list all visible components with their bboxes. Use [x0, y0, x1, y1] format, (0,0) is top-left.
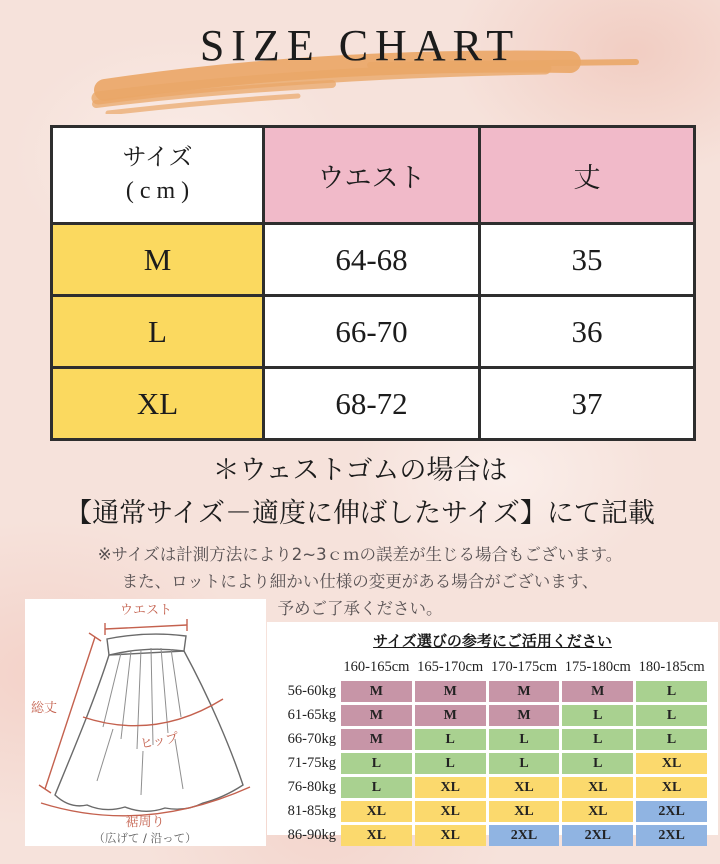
size-value: XL: [52, 368, 264, 440]
recommended-size-cell: L: [636, 729, 707, 750]
hem-sub-label: （広げて / 沿って）: [93, 831, 197, 845]
recommended-size-cell: L: [562, 753, 633, 774]
disclaimer-line3: 予めご了承ください。: [277, 599, 443, 618]
size-table-row: [52, 368, 695, 440]
size-table-header-row: [52, 127, 695, 224]
recommended-size-cell: 2XL: [636, 801, 707, 822]
disclaimer-line1: ※サイズは計測方法により2~3ｃｍの誤差が生じる場合もございます。: [97, 545, 623, 564]
recommended-size-cell: XL: [562, 801, 633, 822]
hem-label: 裾周り: [125, 815, 165, 830]
recommended-size-cell: XL: [415, 801, 486, 822]
weight-row-header: 61-65kg: [287, 707, 336, 723]
fit-guide-table: [275, 654, 710, 849]
waist-value: 66-70: [264, 296, 480, 368]
size-column-label: サイズ: [122, 145, 193, 171]
recommended-size-cell: 2XL: [489, 825, 560, 846]
disclaimer-line2: また、ロットにより細かい仕様の変更がある場合がございます、: [121, 572, 599, 591]
size-column-unit: ( c m ): [125, 178, 190, 204]
recommended-size-cell: M: [341, 681, 412, 702]
recommended-size-cell: M: [415, 681, 486, 702]
hip-label: ヒップ: [139, 730, 180, 753]
recommended-size-cell: L: [636, 681, 707, 702]
length-column-header: 丈: [480, 127, 695, 224]
recommended-size-cell: M: [341, 705, 412, 726]
recommended-size-cell: XL: [636, 777, 707, 798]
recommended-size-cell: 2XL: [562, 825, 633, 846]
size-table: [50, 125, 696, 441]
weight-row-header: 66-70kg: [287, 731, 336, 747]
waist-column-header: ウエスト: [264, 127, 480, 224]
recommended-size-cell: XL: [489, 801, 560, 822]
fit-guide-row: [278, 681, 707, 702]
recommended-size-cell: L: [562, 705, 633, 726]
fit-guide-panel: [267, 622, 718, 843]
waist-label: ウエスト: [119, 603, 173, 618]
recommended-size-cell: L: [562, 729, 633, 750]
height-column-header: 160-165cm: [343, 659, 410, 675]
elastic-note-line1: ＊ウェストゴムの場合は: [212, 455, 508, 485]
skirt-measurement-diagram: [25, 599, 266, 846]
recommended-size-cell: 2XL: [636, 825, 707, 846]
height-column-header: 165-170cm: [417, 659, 484, 675]
recommended-size-cell: L: [341, 777, 412, 798]
length-value: 36: [480, 296, 695, 368]
recommended-size-cell: M: [415, 705, 486, 726]
size-column-header: [52, 127, 264, 224]
length-value: 35: [480, 224, 695, 296]
size-value: M: [52, 224, 264, 296]
recommended-size-cell: L: [415, 753, 486, 774]
recommended-size-cell: M: [489, 705, 560, 726]
recommended-size-cell: M: [562, 681, 633, 702]
fit-guide-row: [278, 801, 707, 822]
fit-guide-row: [278, 729, 707, 750]
height-column-header: 175-180cm: [564, 659, 631, 675]
weight-row-header: 86-90kg: [287, 827, 336, 843]
fit-guide-title: サイズ選びの参考にご活用ください: [373, 632, 612, 650]
fit-guide-row: [278, 705, 707, 726]
recommended-size-cell: L: [489, 753, 560, 774]
height-column-header: 180-185cm: [638, 659, 705, 675]
recommended-size-cell: XL: [415, 777, 486, 798]
fit-guide-row: [278, 753, 707, 774]
weight-row-header: 71-75kg: [287, 755, 336, 771]
size-table-row: [52, 296, 695, 368]
recommended-size-cell: L: [415, 729, 486, 750]
recommended-size-cell: M: [489, 681, 560, 702]
recommended-size-cell: XL: [489, 777, 560, 798]
recommended-size-cell: M: [341, 729, 412, 750]
fit-guide-header-row: [278, 657, 707, 678]
length-label: 総丈: [31, 701, 58, 716]
height-column-header: 170-175cm: [490, 659, 558, 675]
page-title: SIZE CHART: [199, 21, 521, 70]
waist-value: 64-68: [264, 224, 480, 296]
fit-guide-corner: [278, 657, 338, 678]
elastic-note-line2: 【通常サイズ－適度に伸ばしたサイズ】にて記載: [65, 498, 655, 528]
recommended-size-cell: L: [636, 705, 707, 726]
skirt-diagram-panel: [25, 599, 266, 846]
weight-row-header: 56-60kg: [287, 683, 336, 699]
length-value: 37: [480, 368, 695, 440]
size-table-row: [52, 224, 695, 296]
weight-row-header: 76-80kg: [287, 779, 336, 795]
fit-guide-row: [278, 825, 707, 846]
recommended-size-cell: L: [489, 729, 560, 750]
elastic-waist-note: [0, 449, 720, 535]
waist-measure-line: [105, 619, 187, 635]
fit-guide-row: [278, 777, 707, 798]
recommended-size-cell: XL: [415, 825, 486, 846]
waist-value: 68-72: [264, 368, 480, 440]
recommended-size-cell: XL: [341, 801, 412, 822]
recommended-size-cell: L: [341, 753, 412, 774]
recommended-size-cell: XL: [341, 825, 412, 846]
recommended-size-cell: XL: [636, 753, 707, 774]
weight-row-header: 81-85kg: [287, 803, 336, 819]
size-value: L: [52, 296, 264, 368]
recommended-size-cell: XL: [562, 777, 633, 798]
